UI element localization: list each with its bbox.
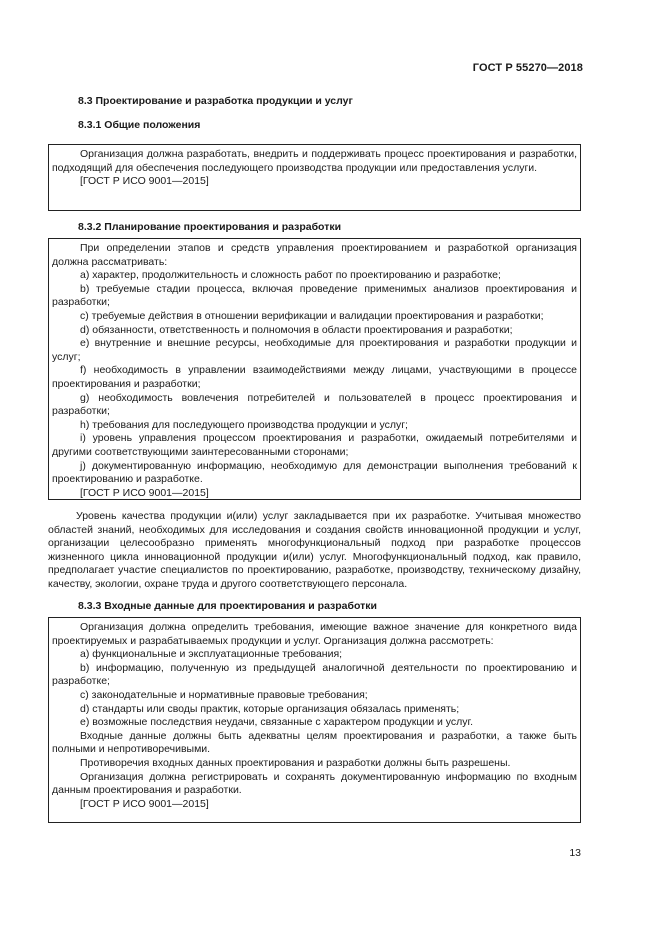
paragraph: Противоречия входных данных проектирования и разработки должны быть разрешены. [80, 756, 511, 769]
list-item: а) функциональные и эксплуатационные требования; [80, 648, 343, 661]
list-item: d) обязанности, ответственность и полномочия в области проектирования и разработки; [80, 323, 513, 336]
section-title: 8.3 Проектирование и разработка продукции и услуг [78, 95, 353, 107]
subsection-title-8-3-2: 8.3.2 Планирование проектирования и разработки [78, 221, 342, 233]
list-item: c) законодательные и нормативные правовые требования; [80, 688, 368, 701]
quote-box-8-3-1 [48, 144, 581, 211]
subsection-title-8-3-3: 8.3.3 Входные данные для проектирования и разработки [78, 600, 377, 612]
paragraph: При определении этапов и средств управления проектированием и разработкой организация должна рассматривать: [52, 242, 577, 268]
paragraph: Организация должна разработать, внедрить и поддерживать процесс проектирования и разработки, подходящий для обеспечения последующего производства продукции или предоставления услуги. [52, 148, 577, 174]
list-item: d) стандарты или своды практик, которые организация обязалась применять; [80, 702, 460, 715]
subsection-title-8-3-1: 8.3.1 Общие положения [78, 119, 201, 131]
body-text [48, 510, 581, 592]
list-item: f) необходимость в управлении взаимодействиями между лицами, участвующими в процессе проектирования и разработки; [52, 364, 577, 390]
list-item: j) документированную информацию, необходимую для демонстрации выполнения требований к проектированию и разработке. [52, 459, 577, 486]
paragraph: Организация должна определить требования, имеющие важное значение для конкретного вида проектируемых и разрабатываемых продукции и услуг. Организация должна рассмотреть: [52, 621, 577, 647]
quote-box-8-3-2 [48, 238, 581, 500]
list-item: e) возможные последствия неудачи, связанные с характером продукции и услуг. [80, 716, 473, 729]
list-item: а) характер, продолжительность и сложность работ по проектированию и разработке; [80, 269, 501, 282]
reference: [ГОСТ Р ИСО 9001—2015] [80, 175, 209, 188]
list-item: h) требования для последующего производства продукции и услуг; [80, 418, 408, 431]
page-number: 13 [569, 847, 581, 859]
paragraph: Входные данные должны быть адекватны целям проектирования и разработки, а также быть полными и непротиворечивыми. [52, 729, 577, 756]
standard-header: ГОСТ Р 55270—2018 [472, 62, 583, 74]
quote-box-8-3-3 [48, 617, 581, 823]
list-item: g) необходимость вовлечения потребителей и пользователей в процесс проектирования и разработки; [52, 391, 577, 418]
list-item: c) требуемые действия в отношении верификации и валидации проектирования и разработки; [80, 309, 544, 322]
reference: [ГОСТ Р ИСО 9001—2015] [80, 486, 209, 499]
paragraph: Уровень качества продукции и(или) услуг закладывается при их разработке. Учитывая множество областей знаний, необходимых для исследования и создания свойств инновационной продукции и услуг, организации целесообразно применять многофункциональный подход при разработке процессов жизненного цикла инновационной продукции и(или) услуг. Многофункциональный подход, как правило, предполагает участие специалистов по проектированию, разработке, производству, техническому дизайну, качеству, экологии, охране труда и другого соответствующего персонала. [48, 510, 581, 590]
list-item: b) требуемые стадии процесса, включая проведение применимых анализов проектирования и разработки; [52, 282, 577, 309]
paragraph: Организация должна регистрировать и сохранять документированную информацию по входным данным проектирования и разработки. [52, 770, 577, 797]
reference: [ГОСТ Р ИСО 9001—2015] [80, 797, 209, 810]
list-item: b) информацию, полученную из предыдущей аналогичной деятельности по проектированию и разработке; [52, 661, 577, 688]
list-item: e) внутренние и внешние ресурсы, необходимые для проектирования и разработки продукции и услуг; [52, 337, 577, 363]
list-item: i) уровень управления процессом проектирования и разработки, ожидаемый потребителями и другими соответствующими заинтересованными сторонами; [52, 432, 577, 458]
